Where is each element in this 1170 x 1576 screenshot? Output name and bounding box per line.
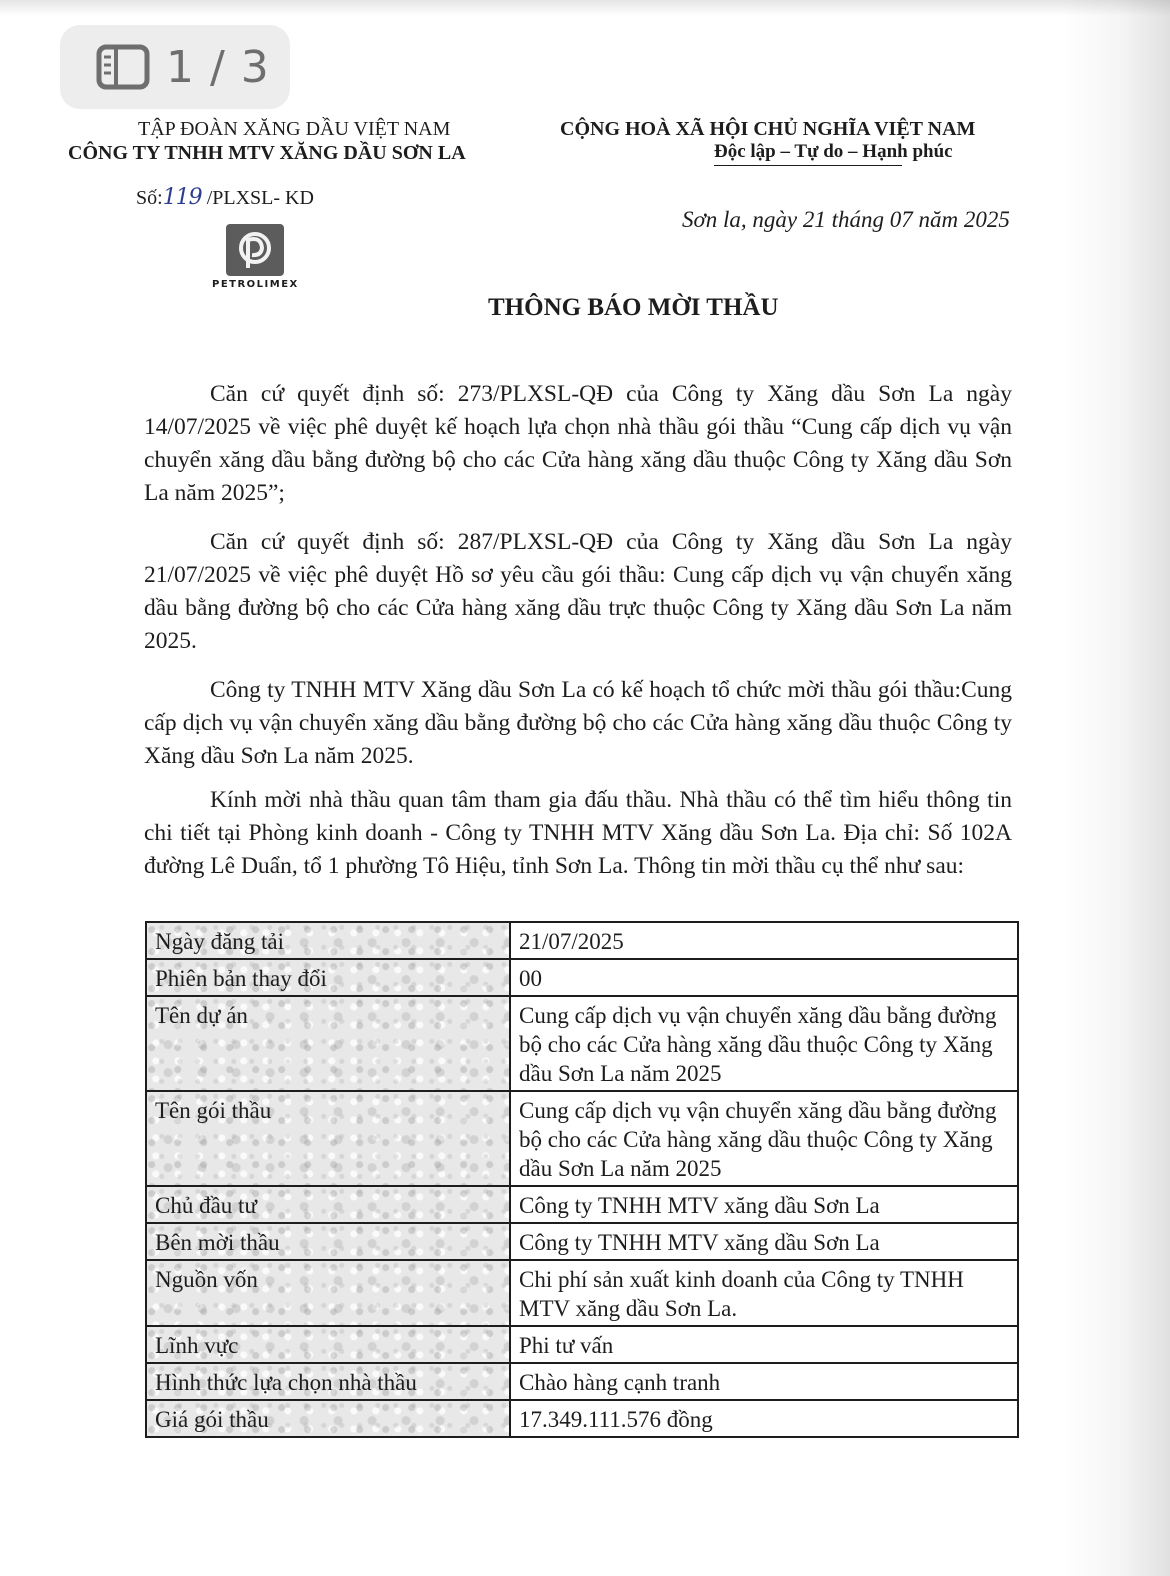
page-indicator-text: 1 / 3	[166, 41, 270, 93]
document-number-suffix: /PLXSL- KD	[201, 187, 314, 209]
table-row	[146, 1091, 1018, 1186]
document-date: Sơn la, ngày 21 tháng 07 năm 2025	[682, 207, 1010, 232]
company-name: CÔNG TY TNHH MTV XĂNG DẦU SƠN LA	[68, 142, 466, 164]
paragraph-3: Công ty TNHH MTV Xăng dầu Sơn La có kế hoạch tổ chức mời thầu gói thầu:Cung cấp dịch vụ vận chuyển xăng dầu bằng đường bộ cho các Cửa hàng xăng dầu thuộc Công ty Xăng dầu Sơn La năm 2025.	[144, 677, 1012, 769]
row-value: Phi tư vấn	[510, 1326, 1018, 1363]
page-edge-shadow	[1060, 0, 1170, 1576]
row-label: Nguồn vốn	[146, 1260, 510, 1326]
paragraph-2: Căn cứ quyết định số: 287/PLXSL-QĐ của Công ty Xăng dầu Sơn La ngày 21/07/2025 về việc phê duyệt Hồ sơ yêu cầu gói thầu: Cung cấp dịch vụ vận chuyển xăng dầu bằng đường bộ cho các Cửa hàng xăng dầu trực thuộc Công ty Xăng dầu Sơn La năm 2025.	[144, 529, 1012, 654]
document-title: THÔNG BÁO MỜI THẦU	[488, 294, 779, 321]
row-value: Chào hàng cạnh tranh	[510, 1363, 1018, 1400]
row-label: Tên gói thầu	[146, 1091, 510, 1186]
page-list-icon	[96, 43, 152, 91]
page-top-shadow	[0, 0, 1170, 16]
national-motto: Độc lập – Tự do – Hạnh phúc	[714, 141, 953, 162]
table-row	[146, 1400, 1018, 1437]
table-row	[146, 1363, 1018, 1400]
row-label: Chủ đầu tư	[146, 1186, 510, 1223]
row-value: Cung cấp dịch vụ vận chuyển xăng dầu bằng đường bộ cho các Cửa hàng xăng dầu thuộc Công ty Xăng dầu Sơn La năm 2025	[510, 1091, 1018, 1186]
document-number-handwritten: 119	[162, 185, 202, 210]
logo-caption: PETROLIMEX	[212, 279, 299, 290]
table-row	[146, 959, 1018, 996]
petrolimex-logo-icon	[226, 224, 284, 276]
table-row	[146, 1186, 1018, 1223]
tender-info-table	[145, 921, 1019, 1438]
document-number-prefix: Số:	[136, 187, 163, 209]
row-label: Phiên bản thay đổi	[146, 959, 510, 996]
national-title: CỘNG HOÀ XÃ HỘI CHỦ NGHĨA VIỆT NAM	[560, 118, 976, 140]
row-value: 17.349.111.576 đồng	[510, 1400, 1018, 1437]
row-label: Bên mời thầu	[146, 1223, 510, 1260]
table-row	[146, 1326, 1018, 1363]
page-indicator[interactable]	[60, 25, 290, 109]
row-label: Hình thức lựa chọn nhà thầu	[146, 1363, 510, 1400]
row-value: Chi phí sản xuất kinh doanh của Công ty TNHH MTV xăng dầu Sơn La.	[510, 1260, 1018, 1326]
row-value: 00	[510, 959, 1018, 996]
motto-underline	[714, 165, 902, 166]
row-value: Cung cấp dịch vụ vận chuyển xăng dầu bằng đường bộ cho các Cửa hàng xăng dầu thuộc Công ty Xăng dầu Sơn La năm 2025	[510, 996, 1018, 1091]
row-label: Giá gói thầu	[146, 1400, 510, 1437]
group-name: TẬP ĐOÀN XĂNG DẦU VIỆT NAM	[138, 118, 451, 140]
paragraph-1: Căn cứ quyết định số: 273/PLXSL-QĐ của Công ty Xăng dầu Sơn La ngày 14/07/2025 về việc phê duyệt kế hoạch lựa chọn nhà thầu gói thầu “Cung cấp dịch vụ vận chuyển xăng dầu bằng đường bộ cho các Cửa hàng xăng dầu thuộc Công ty Xăng dầu Sơn La năm 2025”;	[144, 381, 1012, 506]
row-value: 21/07/2025	[510, 922, 1018, 959]
table-row	[146, 922, 1018, 959]
table-row	[146, 1260, 1018, 1326]
row-label: Lĩnh vực	[146, 1326, 510, 1363]
document-number	[136, 185, 314, 210]
paragraph-4: Kính mời nhà thầu quan tâm tham gia đấu thầu. Nhà thầu có thể tìm hiểu thông tin chi tiết tại Phòng kinh doanh - Công ty TNHH MTV Xăng dầu Sơn La. Địa chỉ: Số 102A đường Lê Duẩn, tổ 1 phường Tô Hiệu, tỉnh Sơn La. Thông tin mời thầu cụ thể như sau:	[144, 787, 1012, 879]
table-row	[146, 1223, 1018, 1260]
row-label: Ngày đăng tải	[146, 922, 510, 959]
row-value: Công ty TNHH MTV xăng dầu Sơn La	[510, 1223, 1018, 1260]
row-label: Tên dự án	[146, 996, 510, 1091]
table-row	[146, 996, 1018, 1091]
row-value: Công ty TNHH MTV xăng dầu Sơn La	[510, 1186, 1018, 1223]
